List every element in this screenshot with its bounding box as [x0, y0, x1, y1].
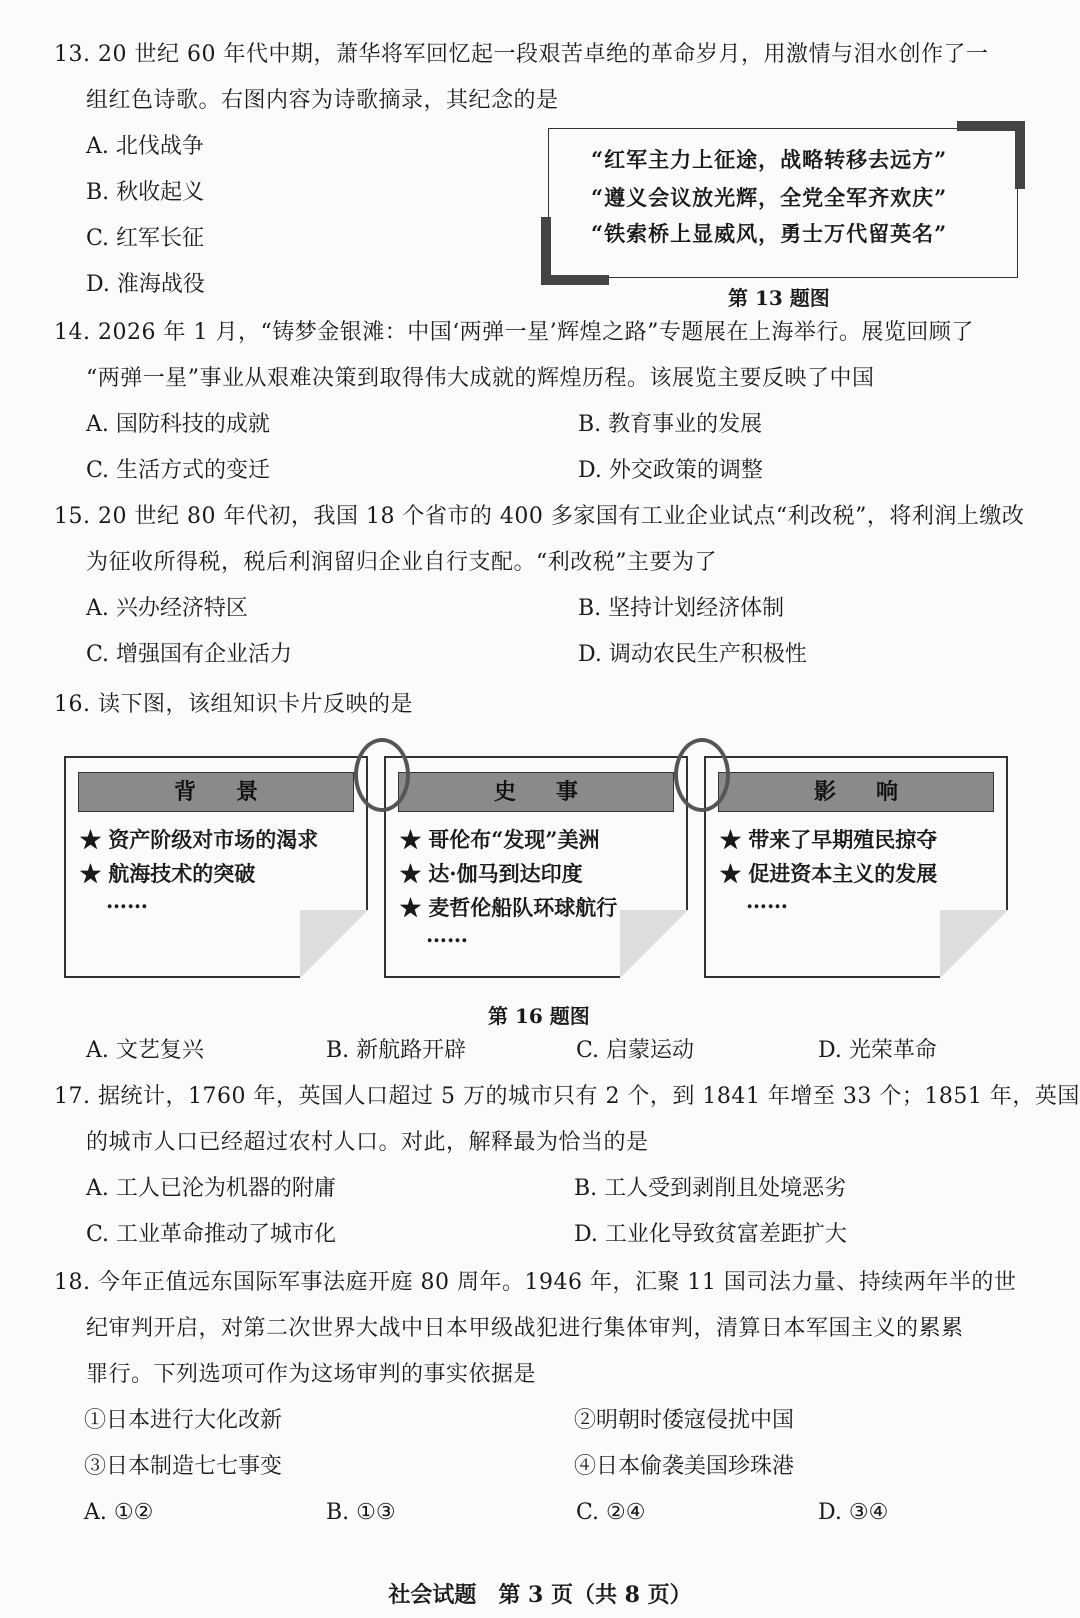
q17-option-a: A. 工人已沦为机器的附庸 [86, 1176, 336, 1201]
q16-caption: 第 16 题图 [488, 1004, 590, 1028]
corner-decoration [957, 121, 1025, 189]
q14-stem-line1: 14. 2026 年 1 月，“铸梦金银滩：中国‘两弹一星’辉煌之路”专题展在上海举行。展览回顾了 [54, 320, 974, 345]
q14-option-a: A. 国防科技的成就 [86, 412, 270, 437]
q14-option-b: B. 教育事业的发展 [578, 412, 763, 437]
card-item: ★ 资产阶级对市场的渴求 [80, 827, 319, 852]
binder-ring-icon [674, 738, 730, 812]
q18-option-b: B. ①③ [326, 1500, 396, 1525]
poem-line-2: “遵义会议放光辉，全党全军齐欢庆” [591, 185, 948, 210]
q15-stem-line1: 15. 20 世纪 80 年代初，我国 18 个省市的 400 多家国有工业企业试点“利改税”，将利润上缴改 [54, 504, 1025, 529]
q15-option-c: C. 增强国有企业活力 [86, 642, 293, 667]
q16-option-d: D. 光荣革命 [818, 1038, 937, 1063]
page-curl-decoration [300, 910, 368, 978]
q17-option-d: D. 工业化导致贫富差距扩大 [574, 1222, 847, 1247]
card-item: …… [106, 888, 148, 913]
card-title: 影响 [718, 772, 994, 812]
poem-line-3: “铁索桥上显威风，勇士万代留英名” [591, 221, 948, 246]
q17-stem-line2: 的城市人口已经超过农村人口。对此，解释最为恰当的是 [86, 1130, 649, 1155]
q13-option-d: D. 淮海战役 [86, 272, 205, 297]
card-item: …… [746, 888, 788, 913]
q14-stem-line2: “两弹一星”事业从艰难决策到取得伟大成就的辉煌历程。该展览主要反映了中国 [86, 366, 875, 391]
poem-line-1: “红军主力上征途，战略转移去远方” [591, 147, 948, 172]
q13-poem-box [548, 128, 1018, 278]
knowledge-card-background [64, 756, 368, 978]
q17-stem-line1: 17. 据统计，1760 年，英国人口超过 5 万的城市只有 2 个，到 1841 年增至 33 个；1851 年，英国 [54, 1084, 1080, 1109]
page-curl-decoration [620, 910, 688, 978]
q18-stem-line1: 18. 今年正值远东国际军事法庭开庭 80 周年。1946 年，汇聚 11 国司法力量、持续两年半的世 [54, 1270, 1017, 1295]
q14-option-c: C. 生活方式的变迁 [86, 458, 271, 483]
q16-stem: 16. 读下图，该组知识卡片反映的是 [54, 692, 413, 717]
q13-caption: 第 13 题图 [728, 286, 830, 310]
q16-option-c: C. 启蒙运动 [576, 1038, 695, 1063]
q18-item-3: ③日本制造七七事变 [84, 1454, 283, 1479]
q18-item-1: ①日本进行大化改新 [84, 1408, 283, 1433]
q13-stem-line1: 13. 20 世纪 60 年代中期，萧华将军回忆起一段艰苦卓绝的革命岁月，用激情与泪水创作了一 [54, 42, 989, 67]
q18-stem-line3: 罪行。下列选项可作为这场审判的事实依据是 [86, 1362, 537, 1387]
knowledge-card-events [384, 756, 688, 978]
q13-option-a: A. 北伐战争 [86, 134, 204, 159]
q14-option-d: D. 外交政策的调整 [578, 458, 763, 483]
q13-option-c: C. 红军长征 [86, 226, 205, 251]
q17-option-b: B. 工人受到剥削且处境恶劣 [574, 1176, 847, 1201]
page-curl-decoration [940, 910, 1008, 978]
q18-option-c: C. ②④ [576, 1500, 646, 1525]
q18-option-a: A. ①② [84, 1500, 154, 1525]
q18-stem-line2: 纪审判开启，对第二次世界大战中日本甲级战犯进行集体审判，清算日本军国主义的累累 [86, 1316, 964, 1341]
binder-ring-icon [354, 738, 410, 812]
q15-option-b: B. 坚持计划经济体制 [578, 596, 785, 621]
q18-option-d: D. ③④ [818, 1500, 889, 1525]
q18-item-2: ②明朝时倭寇侵扰中国 [574, 1408, 795, 1433]
card-item: ★ 带来了早期殖民掠夺 [720, 827, 938, 852]
card-item: ★ 达·伽马到达印度 [400, 861, 583, 886]
knowledge-card-impact [704, 756, 1008, 978]
q15-stem-line2: 为征收所得税，税后利润留归企业自行支配。“利改税”主要为了 [86, 550, 717, 575]
page-footer: 社会试题 第 3 页（共 8 页） [388, 1582, 692, 1608]
q16-option-a: A. 文艺复兴 [86, 1038, 204, 1063]
q15-option-a: A. 兴办经济特区 [86, 596, 248, 621]
card-title: 史事 [398, 772, 674, 812]
card-item: ★ 麦哲伦船队环球航行 [400, 895, 618, 920]
card-item: ★ 促进资本主义的发展 [720, 861, 938, 886]
q13-stem-line2: 组红色诗歌。右图内容为诗歌摘录，其纪念的是 [86, 88, 559, 113]
q18-item-4: ④日本偷袭美国珍珠港 [574, 1454, 795, 1479]
q17-option-c: C. 工业革命推动了城市化 [86, 1222, 337, 1247]
q13-option-b: B. 秋收起义 [86, 180, 205, 205]
card-item: ★ 航海技术的突破 [80, 861, 256, 886]
card-item: ★ 哥伦布“发现”美洲 [400, 827, 600, 852]
card-title: 背景 [78, 772, 354, 812]
card-item: …… [426, 922, 468, 947]
q16-option-b: B. 新航路开辟 [326, 1038, 467, 1063]
q15-option-d: D. 调动农民生产积极性 [578, 642, 807, 667]
